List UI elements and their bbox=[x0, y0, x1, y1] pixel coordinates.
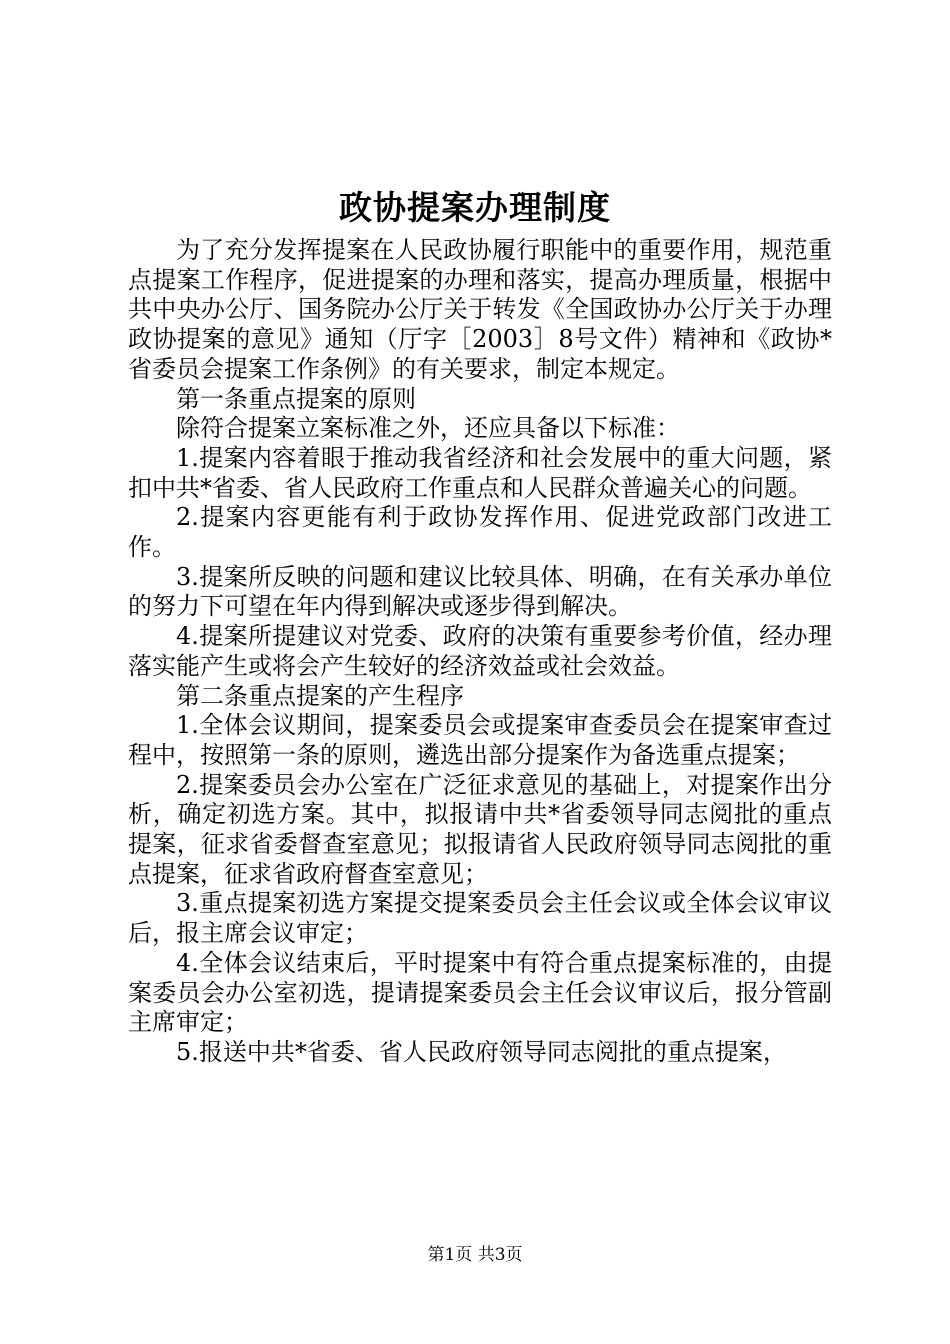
list-item: 4.提案所提建议对党委、政府的决策有重要参考价值，经办理落实能产生或将会产生较好的经济效益或社会效益。 bbox=[128, 622, 832, 680]
list-item: 1.全体会议期间，提案委员会或提案审查委员会在提案审查过程中，按照第一条的原则，遴选出部分提案作为备选重点提案； bbox=[128, 711, 832, 769]
list-item: 3.提案所反映的问题和建议比较具体、明确，在有关承办单位的努力下可望在年内得到解决或逐步得到解决。 bbox=[128, 562, 832, 621]
document-title: 政协提案办理制度 bbox=[339, 188, 611, 227]
list-item: 1.提案内容着眼于推动我省经济和社会发展中的重大问题，紧扣中共*省委、省人民政府工作重点和人民群众普遍关心的问题。 bbox=[128, 443, 832, 502]
document-body bbox=[128, 236, 832, 1068]
section-heading-article-1: 第一条重点提案的原则 bbox=[176, 384, 416, 413]
paragraph: 除符合提案立案标准之外，还应具备以下标准： bbox=[176, 414, 680, 443]
list-item: 3.重点提案初选方案提交提案委员会主任会议或全体会议审议后，报主席会议审定； bbox=[128, 889, 832, 948]
list-item: 4.全体会议结束后，平时提案中有符合重点提案标准的，由提案委员会办公室初选，提请提案委员会主任会议审议后，报分管副主席审定； bbox=[128, 948, 832, 1037]
paragraph-intro: 为了充分发挥提案在人民政协履行职能中的重要作用，规范重点提案工作程序，促进提案的办理和落实，提高办理质量，根据中共中央办公厅、国务院办公厅关于转发《全国政协办公厅关于办理政协提案的意见》通知（厅字［2003］8号文件）精神和《政协*省委员会提案工作条例》的有关要求，制定本规定。 bbox=[128, 236, 832, 383]
page-number-footer: 第1页 共3页 bbox=[427, 1245, 523, 1265]
list-item: 5.报送中共*省委、省人民政府领导同志阅批的重点提案， bbox=[176, 1037, 787, 1066]
list-item: 2.提案内容更能有利于政协发挥作用、促进党政部门改进工作。 bbox=[128, 503, 832, 562]
section-heading-article-2: 第二条重点提案的产生程序 bbox=[176, 681, 464, 710]
list-item: 2.提案委员会办公室在广泛征求意见的基础上，对提案作出分析，确定初选方案。其中，拟报请中共*省委领导同志阅批的重点提案，征求省委督查室意见；拟报请省人民政府领导同志阅批的重点提案，征求省政府督查室意见； bbox=[128, 770, 832, 888]
